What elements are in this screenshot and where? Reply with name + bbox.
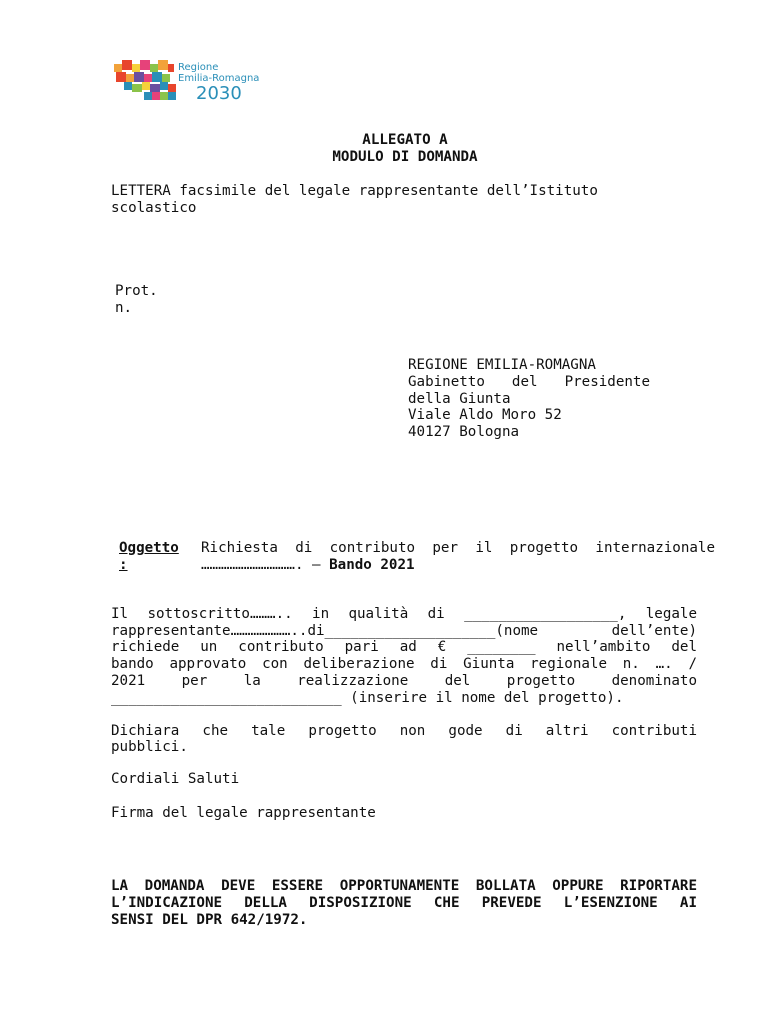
heading-line-1: ALLEGATO A [362,132,448,148]
subject-label-line-1: Oggetto [119,540,179,556]
logo-line-2: Emilia-Romagna [178,73,260,84]
intro-line-2: scolastico [111,200,197,216]
subject-text-line-1: Richiesta di contributo per il progetto internazionale [201,540,715,556]
body-line-5: 2021 per la realizzazione del progetto denominato [111,673,697,689]
intro-line-1: LETTERA facsimile del legale rappresentante dell’Istituto [111,183,598,199]
declaration-line-1: Dichiara che tale progetto non gode di altri contributi [111,723,697,739]
recipient-line-1: REGIONE EMILIA-ROMAGNA [408,357,596,373]
logo-text [178,62,259,84]
declaration-line-2: pubblici. [111,739,188,755]
prot-line-2: n. [115,300,133,316]
body-line-3: richiede un contributo pari ad € ________ nell’ambito del [111,639,697,655]
subject-label-line-2: : [119,557,128,573]
recipient-line-3: della Giunta [408,391,511,407]
subject-text-line-2 [201,557,415,574]
logo-line-1: Regione [178,62,219,73]
subject-bando: Bando 2021 [329,557,415,573]
recipient-line-5: 40127 Bologna [408,424,520,440]
logo-year: 2030 [196,83,242,104]
signature-label: Firma del legale rappresentante [111,805,376,821]
notice-line-1: LA DOMANDA DEVE ESSERE OPPORTUNAMENTE BOLLATA OPPURE RIPORTARE [111,878,697,894]
greeting: Cordiali Saluti [111,771,240,787]
prot-line-1: Prot. [115,283,158,299]
body-line-1: Il sottoscritto……….. in qualità di __________________, legale [111,606,697,622]
notice-line-2: L’INDICAZIONE DELLA DISPOSIZIONE CHE PREVEDE L’ESENZIONE AI [111,895,697,911]
notice-line-3: SENSI DEL DPR 642/1972. [111,912,308,928]
subject-dots: ……………………………. – [201,557,330,573]
body-line-6: ___________________________ (inserire il nome del progetto). [111,690,624,706]
heading-line-2: MODULO DI DOMANDA [332,149,478,165]
body-line-4: bando approvato con deliberazione di Giunta regionale n. …. / [111,656,697,672]
recipient-line-4: Viale Aldo Moro 52 [408,407,562,423]
body-line-2: rappresentante…………………..di____________________(nome dell’ente) [111,623,697,639]
recipient-line-2: Gabinetto del Presidente [408,374,650,390]
